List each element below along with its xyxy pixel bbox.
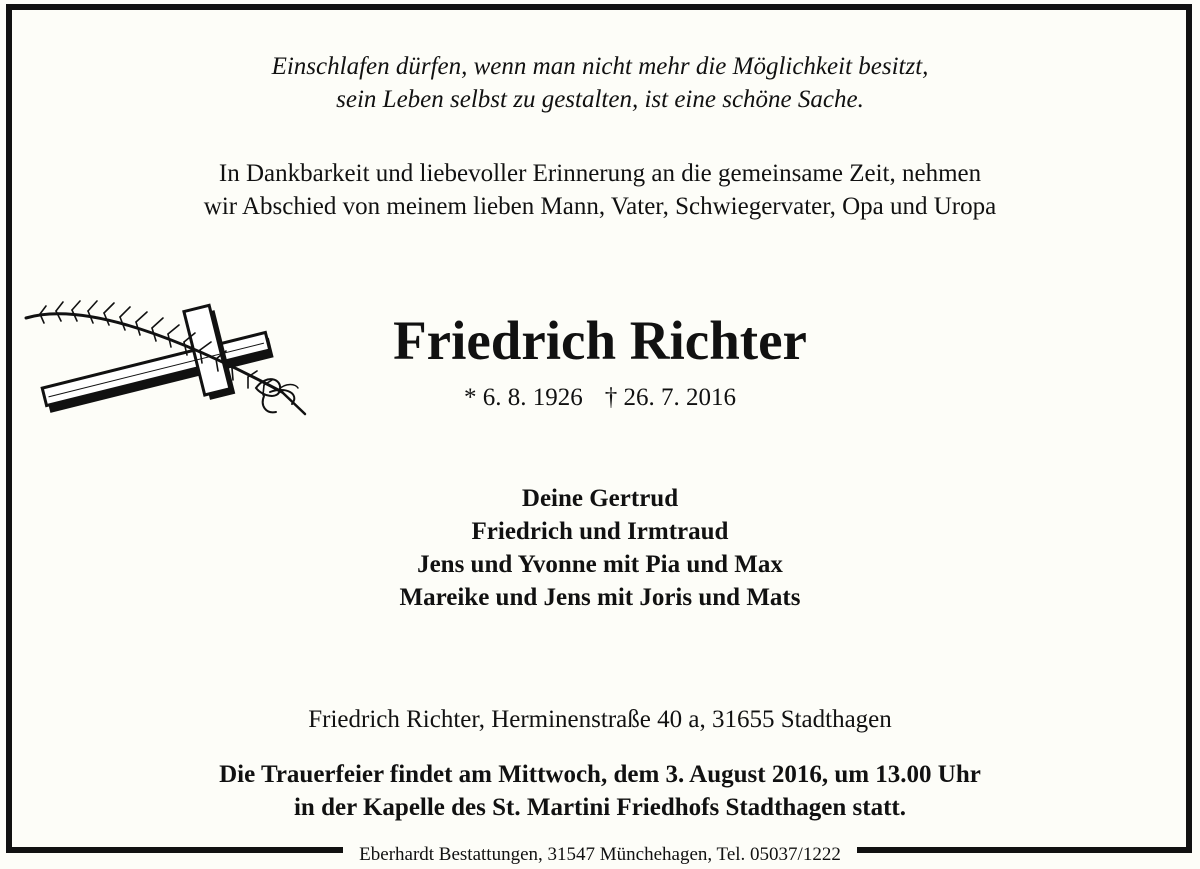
- birth-date: * 6. 8. 1926: [464, 384, 583, 411]
- mourner-line: Mareike und Jens mit Joris und Mats: [399, 584, 801, 611]
- funeral-announcement: [0, 758, 1200, 824]
- mourners-list: [0, 482, 1200, 614]
- motto-line-1: Einschlafen dürfen, wenn man nicht mehr die Möglichkeit besitzt,: [271, 53, 929, 80]
- intro-text: [0, 157, 1200, 223]
- ceremony-line-2: in der Kapelle des St. Martini Friedhofs Stadthagen statt.: [293, 794, 907, 821]
- ceremony-line-1: Die Trauerfeier findet am Mittwoch, dem 3. August 2016, um 13.00 Uhr: [219, 761, 981, 788]
- intro-line-1: In Dankbarkeit und liebevoller Erinnerung an die gemeinsame Zeit, nehmen: [218, 160, 982, 187]
- undertaker-footer: [0, 843, 1200, 867]
- life-dates: [0, 381, 1200, 415]
- motto-line-2: sein Leben selbst zu gestalten, ist eine schöne Sache.: [336, 86, 864, 113]
- intro-line-2: wir Abschied von meinem lieben Mann, Vater, Schwiegervater, Opa und Uropa: [203, 193, 997, 220]
- deceased-name: Friedrich Richter: [393, 310, 807, 371]
- mourner-line: Friedrich und Irmtraud: [471, 518, 729, 545]
- mourner-line: Jens und Yvonne mit Pia und Max: [417, 551, 783, 578]
- death-date: † 26. 7. 2016: [604, 384, 736, 411]
- undertaker-text: Eberhardt Bestattungen, 31547 Münchehagen, Tel. 05037/1222: [343, 843, 857, 867]
- mourner-line: Deine Gertrud: [521, 485, 679, 512]
- family-address: Friedrich Richter, Herminenstraße 40 a, 31655 Stadthagen: [308, 706, 892, 733]
- motto-quote: [0, 50, 1200, 116]
